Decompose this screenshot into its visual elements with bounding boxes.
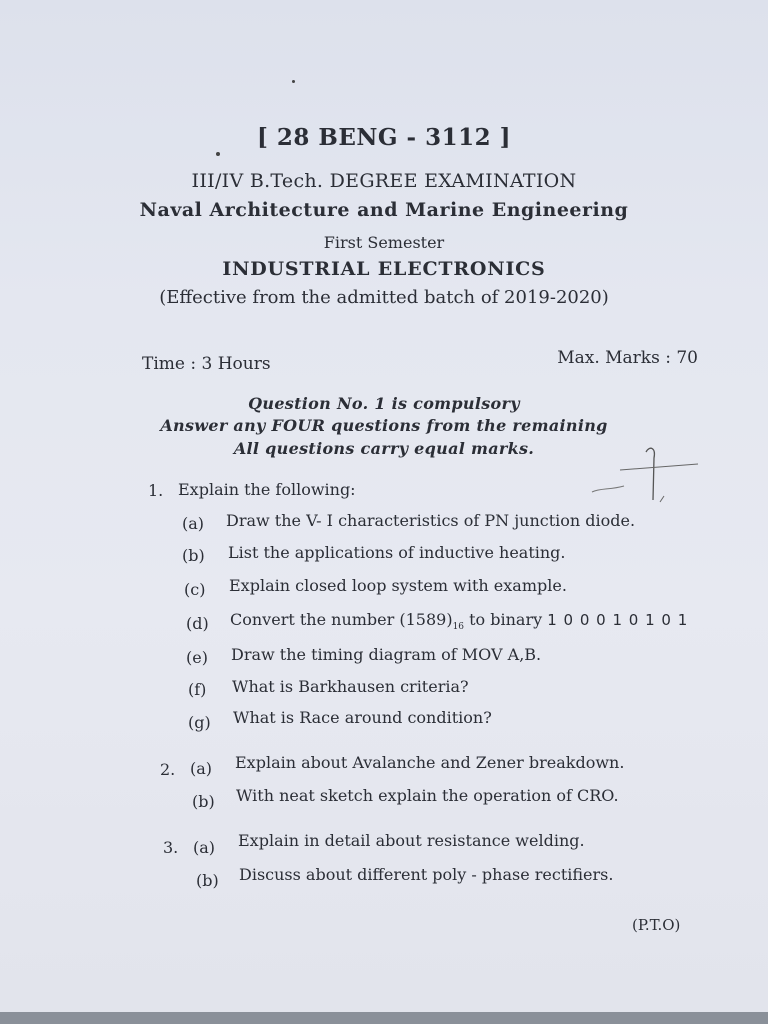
handwritten-answer: 1 0 0 0 1 0 1 0 1	[547, 611, 689, 629]
max-marks: Max. Marks : 70	[557, 348, 698, 368]
question-number: 3.	[163, 838, 179, 857]
part-label: (b)	[192, 792, 215, 811]
part-text	[230, 610, 688, 632]
paper-code: [ 28 BENG - 3112 ]	[256, 124, 511, 151]
part-text: With neat sketch explain the operation of CRO.	[236, 786, 619, 805]
instruction-equal-marks: All questions carry equal marks.	[233, 439, 535, 458]
part-label: (a)	[190, 759, 213, 778]
part-label: (g)	[188, 713, 211, 732]
part-text: List the applications of inductive heating.	[228, 543, 566, 562]
part-text: What is Race around condition?	[233, 708, 492, 727]
ink-dot	[292, 80, 295, 83]
subscript-base: 16	[452, 622, 465, 632]
degree-title: III/IV B.Tech. DEGREE EXAMINATION	[191, 170, 577, 192]
part-label: (a)	[182, 514, 205, 533]
part-text: Draw the V- I characteristics of PN junction diode.	[226, 511, 636, 530]
part-text-after: to binary	[464, 610, 543, 629]
subject-title: INDUSTRIAL ELECTRONICS	[222, 258, 546, 280]
instruction-compulsory: Question No. 1 is compulsory	[248, 394, 520, 413]
ink-dot	[216, 152, 220, 156]
part-label: (d)	[186, 614, 209, 633]
part-text: Explain in detail about resistance welding.	[238, 831, 585, 850]
semester-label: First Semester	[323, 233, 445, 252]
pto-label: (P.T.O)	[632, 916, 681, 934]
part-text: Explain about Avalanche and Zener breakdown.	[235, 753, 625, 772]
background-surface	[0, 1012, 768, 1024]
part-text-before: Convert the number (1589)	[230, 610, 453, 629]
part-text: Discuss about different poly - phase rectifiers.	[239, 865, 614, 884]
part-text: Explain closed loop system with example.	[229, 576, 567, 595]
question-title: Explain the following:	[178, 480, 356, 499]
question-number: 2.	[160, 760, 176, 779]
instruction-answer-four: Answer any FOUR questions from the remaining	[160, 416, 608, 435]
part-text: Draw the timing diagram of MOV A,B.	[231, 645, 542, 664]
effective-note: (Effective from the admitted batch of 2019-2020)	[159, 287, 609, 308]
time-duration: Time : 3 Hours	[142, 354, 271, 374]
branch-title: Naval Architecture and Marine Engineering	[139, 199, 629, 221]
part-label: (e)	[186, 648, 208, 667]
part-label: (c)	[184, 580, 206, 599]
part-label: (b)	[182, 546, 205, 565]
handwritten-tick-scribble	[580, 440, 720, 510]
part-label: (a)	[193, 838, 216, 857]
part-label: (b)	[196, 871, 219, 890]
part-text: What is Barkhausen criteria?	[232, 677, 469, 696]
question-number: 1.	[148, 481, 164, 500]
part-label: (f)	[188, 680, 207, 699]
